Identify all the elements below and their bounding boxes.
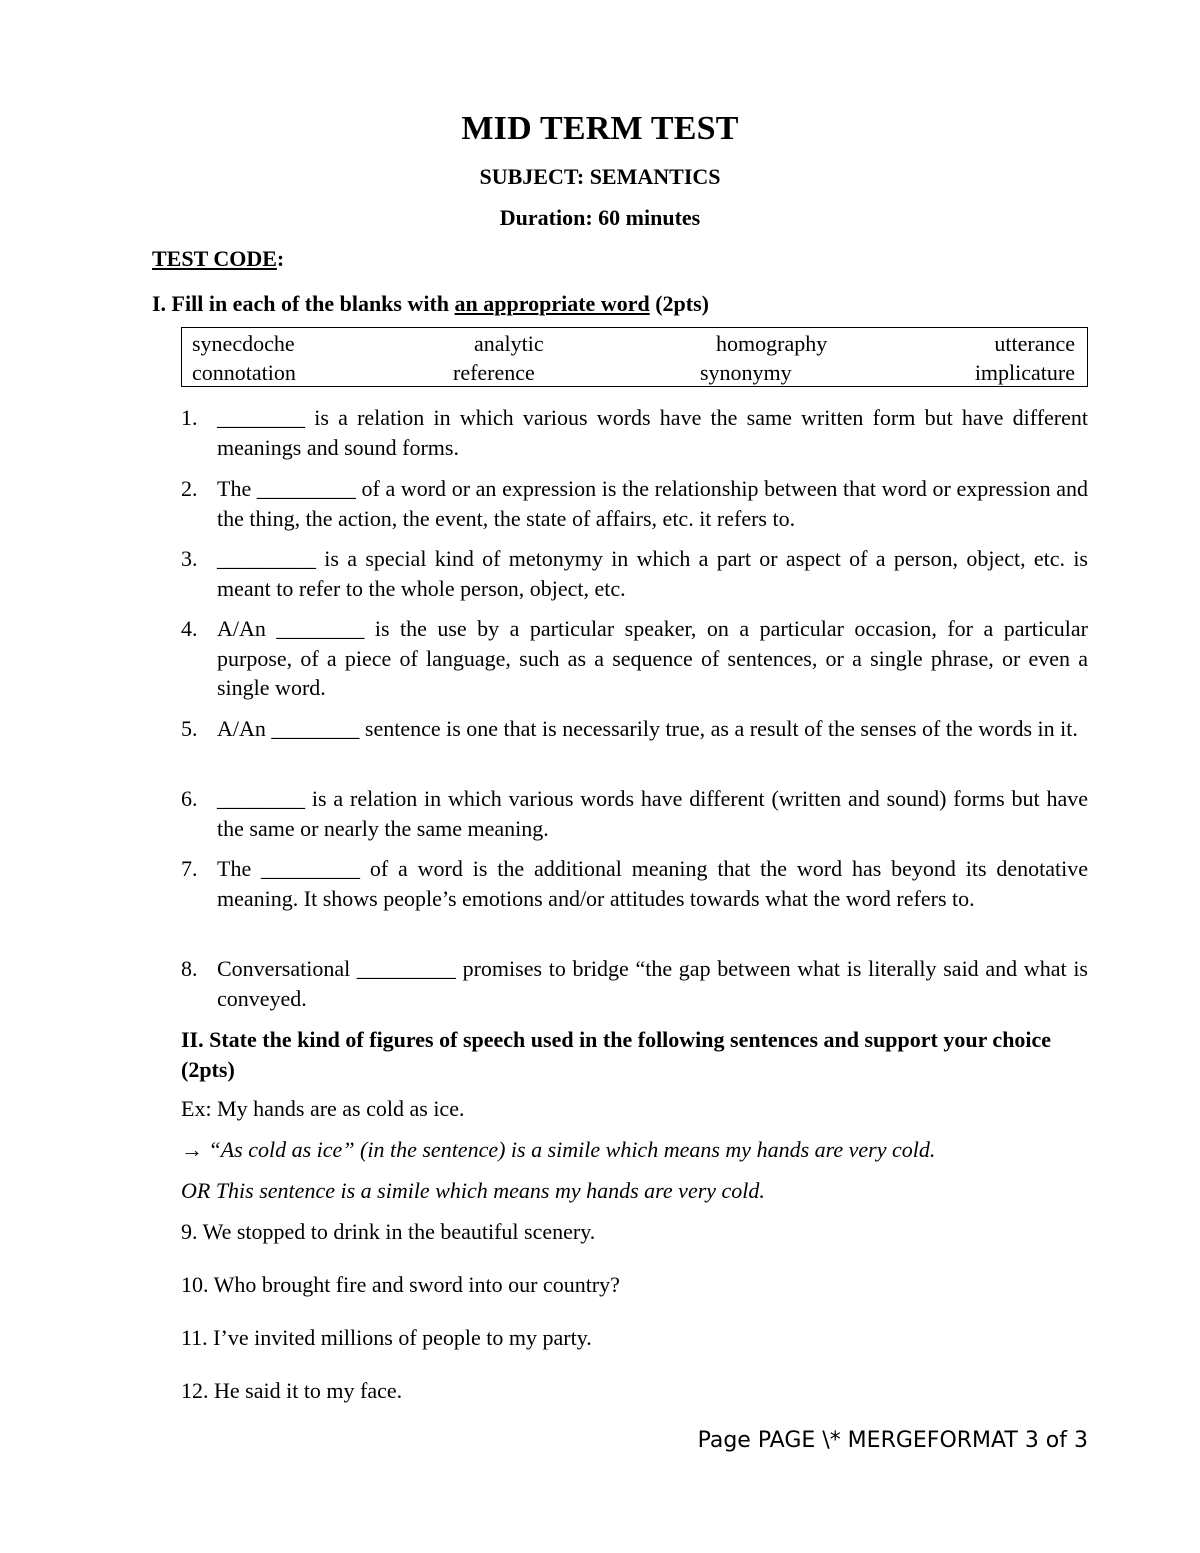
word-bank-word: implicature [974, 360, 1075, 385]
figure-of-speech-item: 9. We stopped to drink in the beautiful scenery. [181, 1219, 596, 1244]
page-title: MID TERM TEST [461, 110, 739, 147]
question-number: 7. [181, 856, 198, 881]
section-2-heading: II. State the kind of figures of speech used in the following sentences and support your choice (2pts) [181, 1027, 1052, 1082]
word-bank-word: reference [453, 360, 535, 385]
duration-line: Duration: 60 minutes [499, 205, 701, 230]
question-text: ________ is a relation in which various words have different (written and sound) forms but have the same or nearly the same meaning. [217, 786, 1088, 841]
word-bank-word: connotation [192, 360, 296, 385]
figure-of-speech-item: 10. Who brought fire and sword into our country? [181, 1272, 620, 1297]
question-text: _________ is a special kind of metonymy in which a part or aspect of a person, object, etc. is meant to refer to the whole person, object, etc. [217, 546, 1088, 601]
question-item [181, 854, 1088, 913]
test-code-label [152, 246, 284, 272]
example-explanation: → “As cold as ice” (in the sentence) is a simile which means my hands are very cold. [181, 1137, 936, 1162]
question-number: 2. [181, 476, 198, 501]
section-1-underlined: an appropriate word [454, 291, 650, 316]
word-bank-box [181, 327, 1088, 387]
figure-of-speech-item: 12. He said it to my face. [181, 1378, 403, 1403]
question-text: The _________ of a word or an expression is the relationship between that word or expression and the thing, the action, the event, the state of affairs, etc. it refers to. [217, 476, 1088, 531]
question-number: 6. [181, 786, 198, 811]
word-bank-row-1 [192, 331, 1075, 359]
figure-of-speech-item: 11. I’ve invited millions of people to my party. [181, 1325, 592, 1350]
test-code-text: TEST CODE [152, 246, 277, 271]
section-1-heading [152, 291, 709, 317]
question-text: ________ is a relation in which various words have the same written form but have different meanings and sound forms. [217, 405, 1088, 460]
section-1-prefix: I. Fill in each of the blanks with [152, 291, 455, 316]
question-text: The _________ of a word is the additional meaning that the word has beyond its denotative meaning. It shows people’s emotions and/or attitudes towards what the word refers to. [217, 856, 1088, 911]
question-item [181, 544, 1088, 603]
example-sentence: Ex: My hands are as cold as ice. [181, 1096, 465, 1121]
question-number: 5. [181, 716, 198, 741]
word-bank-word: analytic [474, 331, 544, 356]
question-text: A/An ________ is the use by a particular speaker, on a particular occasion, for a particular purpose, of a piece of language, such as a sequence of sentences, or a single phrase, or even a single word. [217, 616, 1088, 700]
question-item [181, 784, 1088, 843]
page-footer: Page PAGE \* MERGEFORMAT 3 of 3 [697, 1428, 1088, 1453]
section-1-suffix: (2pts) [649, 291, 709, 316]
question-number: 1. [181, 405, 198, 430]
question-item [181, 474, 1088, 533]
question-item [181, 714, 1088, 744]
question-text: A/An ________ sentence is one that is necessarily true, as a result of the senses of the words in it. [217, 716, 1078, 741]
question-number: 8. [181, 956, 198, 981]
test-code-colon: : [276, 246, 285, 271]
question-text: Conversational _________ promises to bridge “the gap between what is literally said and what is conveyed. [217, 956, 1088, 1011]
word-bank-row-2 [192, 360, 1075, 388]
word-bank-word: homography [716, 331, 828, 356]
word-bank-word: utterance [994, 331, 1075, 356]
word-bank-word: synonymy [700, 360, 792, 385]
question-item [181, 954, 1088, 1013]
question-number: 4. [181, 616, 198, 641]
word-bank-word: synecdoche [192, 331, 295, 356]
example-explanation-alt: OR This sentence is a simile which means my hands are very cold. [181, 1178, 765, 1203]
question-item [181, 403, 1088, 462]
subject-line: SUBJECT: SEMANTICS [479, 164, 721, 189]
question-number: 3. [181, 546, 198, 571]
question-item [181, 614, 1088, 703]
